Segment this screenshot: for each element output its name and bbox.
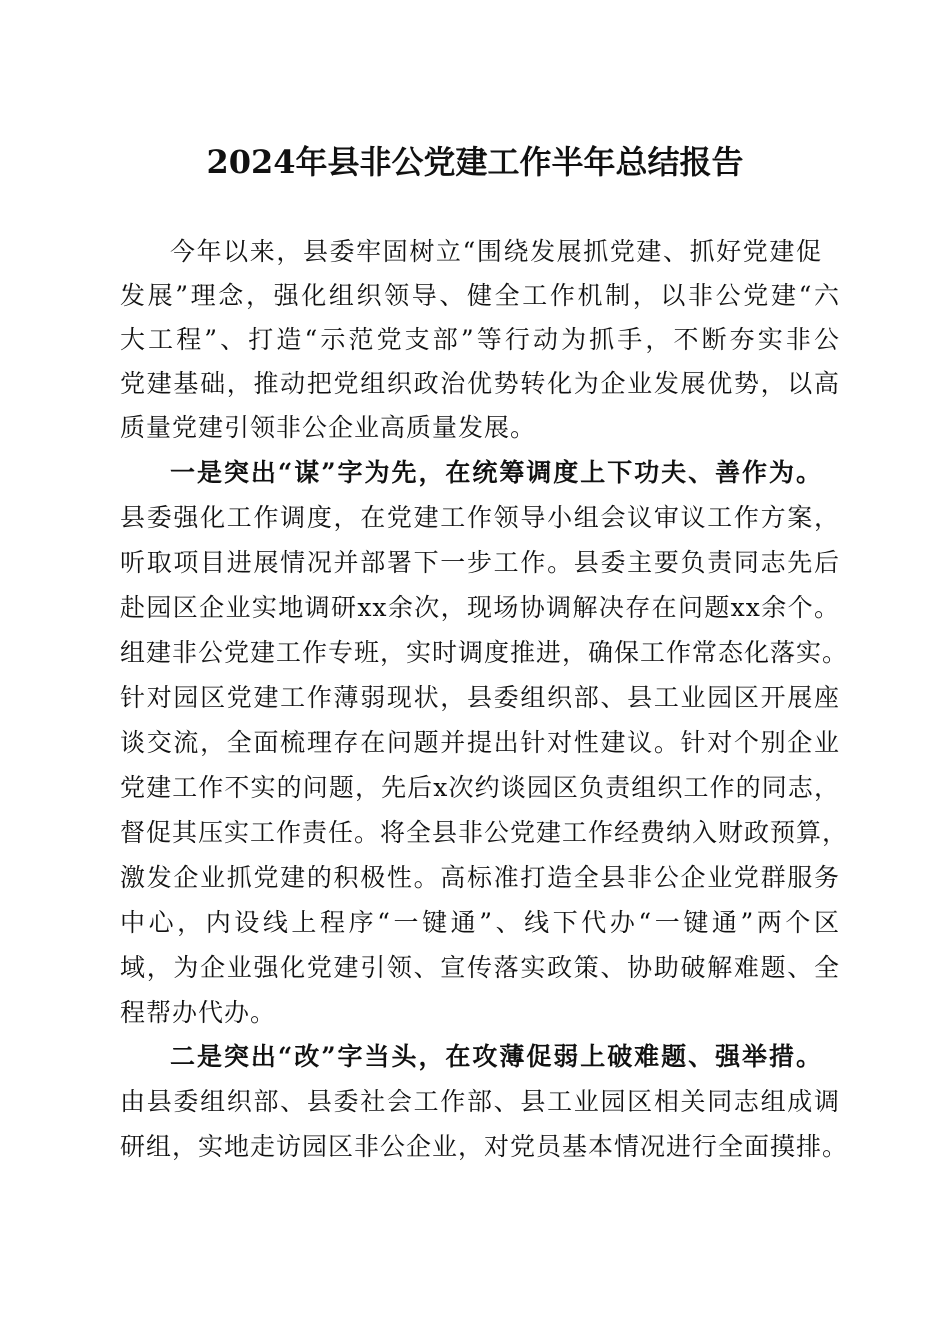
paragraph-2-line-3: 赴园区企业实地调研xx余次，现场协调解决存在问题xx余个。: [120, 593, 840, 622]
paragraph-2-line-8: 督促其压实工作责任。将全县非公党建工作经费纳入财政预算，: [120, 818, 849, 847]
paragraph-3-line-2: 研组，实地走访园区非公企业，对党员基本情况进行全面摸排。: [120, 1132, 849, 1161]
paragraph-2-line-11: 域，为企业强化党建引领、宣传落实政策、协助破解难题、全: [120, 953, 840, 982]
paragraph-2-line-2: 听取项目进展情况并部署下一步工作。县委主要负责同志先后: [120, 548, 840, 577]
paragraph-2-line-4: 组建非公党建工作专班，实时调度推进，确保工作常态化落实。: [120, 638, 849, 667]
paragraph-2-line-7: 党建工作不实的问题，先后x次约谈园区负责组织工作的同志，: [120, 773, 840, 802]
paragraph-3-heading: 二是突出“改”字当头，在攻薄促弱上破难题、强举措。: [170, 1042, 822, 1071]
paragraph-1-line-1: 今年以来，县委牢固树立“围绕发展抓党建、抓好党建促: [170, 237, 822, 266]
paragraph-1-line-5: 质量党建引领非公企业高质量发展。: [120, 413, 537, 442]
paragraph-2-line-6: 谈交流，全面梳理存在问题并提出针对性建议。针对个别企业: [120, 728, 840, 757]
paragraph-2-line-5: 针对园区党建工作薄弱现状，县委组织部、县工业园区开展座: [120, 683, 840, 712]
paragraph-3-line-1: 由县委组织部、县委社会工作部、县工业园区相关同志组成调: [120, 1087, 840, 1116]
paragraph-2-heading: 一是突出“谋”字为先，在统筹调度上下功夫、善作为。: [170, 458, 822, 487]
document-title: 2024年县非公党建工作半年总结报告: [206, 143, 744, 181]
paragraph-2-line-1: 县委强化工作调度，在党建工作领导小组会议审议工作方案，: [120, 503, 840, 532]
paragraph-1-line-3: 大工程”、打造“示范党支部”等行动为抓手，不断夯实非公: [120, 325, 840, 354]
paragraph-2-line-12: 程帮办代办。: [120, 998, 277, 1027]
paragraph-1-line-2: 发展”理念，强化组织领导、健全工作机制，以非公党建“六: [120, 281, 840, 310]
paragraph-1-line-4: 党建基础，推动把党组织政治优势转化为企业发展优势，以高: [120, 369, 840, 398]
paragraph-2-line-10: 中心，内设线上程序“一键通”、线下代办“一键通”两个区: [120, 908, 840, 937]
paragraph-2-line-9: 激发企业抓党建的积极性。高标准打造全县非公企业党群服务: [120, 863, 840, 892]
